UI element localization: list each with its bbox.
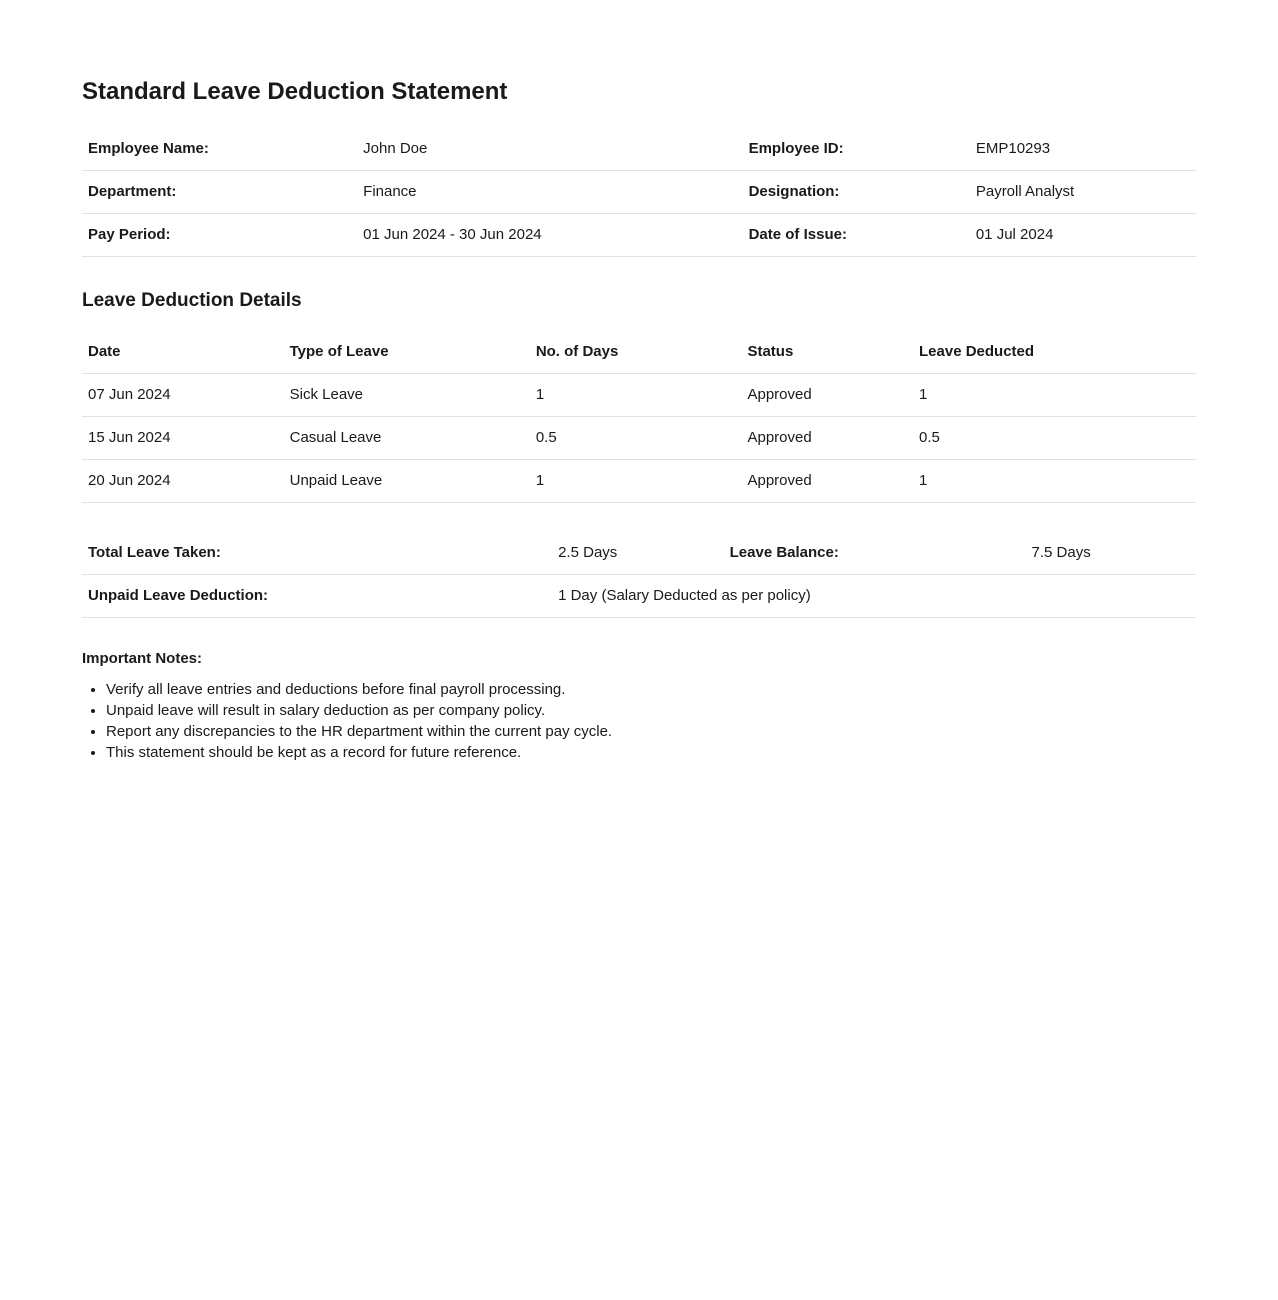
cell-date: 15 Jun 2024 <box>82 416 284 459</box>
page-title: Standard Leave Deduction Statement <box>82 78 508 105</box>
table-row <box>82 373 1196 416</box>
leave-details-table <box>82 331 1196 503</box>
note-item: • This statement should be kept as a record for future reference. <box>106 742 1196 763</box>
employee-info-row <box>82 213 1196 256</box>
employee-info-table <box>82 128 1196 257</box>
table-row <box>82 416 1196 459</box>
column-header-status: Status <box>741 331 913 374</box>
employee-info-row <box>82 170 1196 213</box>
cell-type-of-leave: Casual Leave <box>284 416 530 459</box>
designation-label: Designation: <box>743 170 970 213</box>
notes-list <box>82 679 1196 763</box>
summary-row <box>82 574 1196 617</box>
notes-heading: Important Notes: <box>82 649 202 667</box>
column-header-no-of-days: No. of Days <box>530 331 742 374</box>
cell-date: 20 Jun 2024 <box>82 459 284 502</box>
cell-no-of-days: 0.5 <box>530 416 742 459</box>
column-header-date: Date <box>82 331 284 374</box>
total-leave-taken-label: Total Leave Taken: <box>82 532 552 575</box>
total-leave-taken-value: 2.5 Days <box>552 532 724 575</box>
employee-id-label: Employee ID: <box>743 128 970 171</box>
summary-row <box>82 532 1196 575</box>
cell-leave-deducted: 0.5 <box>913 416 1196 459</box>
pay-period-value: 01 Jun 2024 - 30 Jun 2024 <box>357 213 742 256</box>
employee-info-row <box>82 128 1196 171</box>
department-value: Finance <box>357 170 742 213</box>
cell-status: Approved <box>741 459 913 502</box>
table-row <box>82 459 1196 502</box>
column-header-type-of-leave: Type of Leave <box>284 331 530 374</box>
cell-type-of-leave: Unpaid Leave <box>284 459 530 502</box>
department-label: Department: <box>82 170 357 213</box>
cell-type-of-leave: Sick Leave <box>284 373 530 416</box>
date-of-issue-value: 01 Jul 2024 <box>970 213 1196 256</box>
leave-details-header-row <box>82 331 1196 374</box>
cell-status: Approved <box>741 416 913 459</box>
note-item: • Verify all leave entries and deductions before final payroll processing. <box>106 679 1196 700</box>
pay-period-label: Pay Period: <box>82 213 357 256</box>
cell-leave-deducted: 1 <box>913 459 1196 502</box>
leave-balance-label: Leave Balance: <box>724 532 1026 575</box>
unpaid-leave-deduction-value: 1 Day (Salary Deducted as per policy) <box>552 574 1196 617</box>
section-heading-leave-details: Leave Deduction Details <box>82 289 302 311</box>
note-item: • Report any discrepancies to the HR department within the current pay cycle. <box>106 721 1196 742</box>
date-of-issue-label: Date of Issue: <box>743 213 970 256</box>
employee-id-value: EMP10293 <box>970 128 1196 171</box>
employee-name-value: John Doe <box>357 128 742 171</box>
designation-value: Payroll Analyst <box>970 170 1196 213</box>
column-header-leave-deducted: Leave Deducted <box>913 331 1196 374</box>
unpaid-leave-deduction-label: Unpaid Leave Deduction: <box>82 574 552 617</box>
cell-date: 07 Jun 2024 <box>82 373 284 416</box>
summary-table <box>82 532 1196 618</box>
cell-no-of-days: 1 <box>530 459 742 502</box>
cell-no-of-days: 1 <box>530 373 742 416</box>
cell-status: Approved <box>741 373 913 416</box>
cell-leave-deducted: 1 <box>913 373 1196 416</box>
leave-balance-value: 7.5 Days <box>1026 532 1196 575</box>
employee-name-label: Employee Name: <box>82 128 357 171</box>
note-item: • Unpaid leave will result in salary deduction as per company policy. <box>106 700 1196 721</box>
